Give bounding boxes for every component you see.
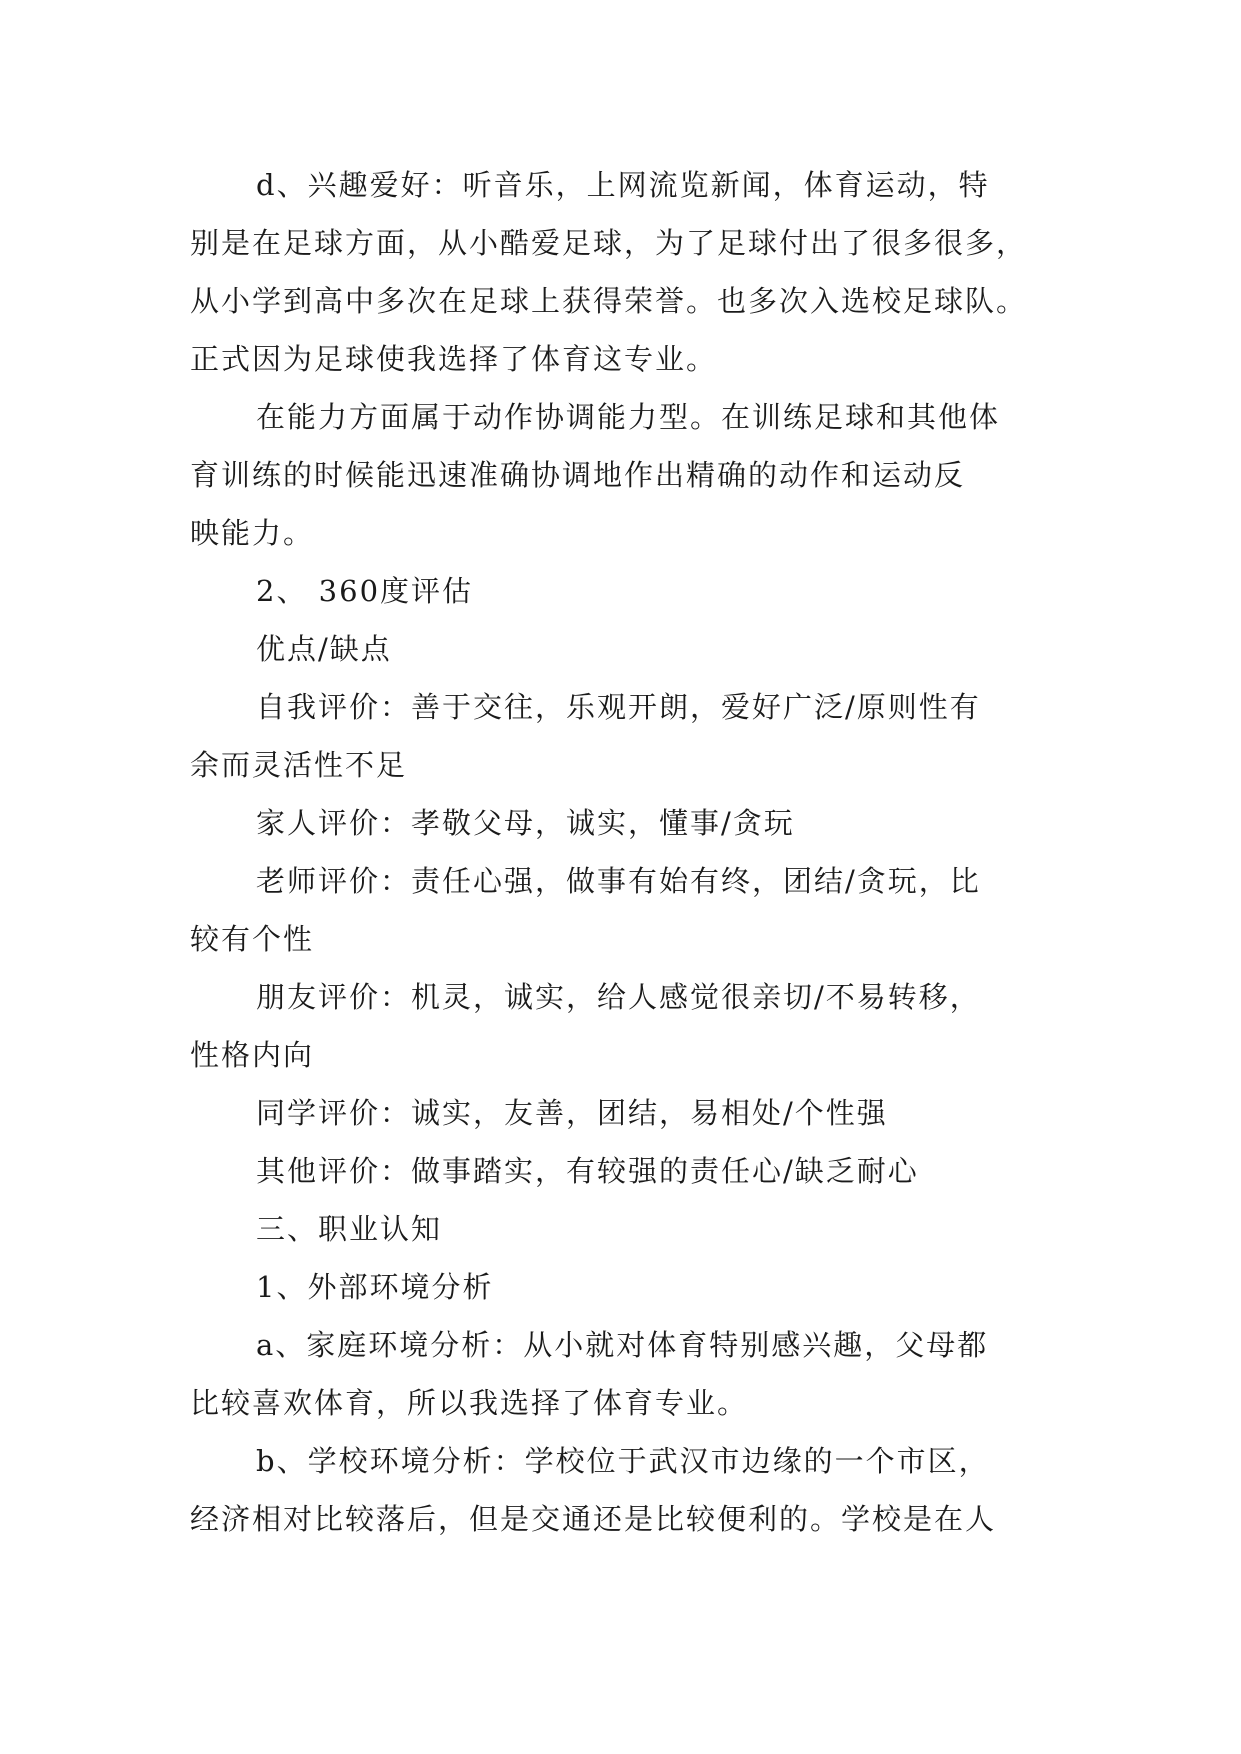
paragraph-line: 映能力。 [190, 516, 315, 550]
paragraph-line: a、家庭环境分析：从小就对体育特别感兴趣，父母都 [256, 1328, 989, 1362]
section-heading: 1、外部环境分析 [256, 1270, 494, 1304]
section-heading: 2、 360度评估 [256, 574, 474, 608]
document-body [190, 156, 1080, 1548]
paragraph-line: 自我评价：善于交往，乐观开朗，爱好广泛/原则性有 [256, 690, 981, 724]
paragraph-line: 育训练的时候能迅速准确协调地作出精确的动作和运动反 [190, 458, 966, 492]
paragraph-line: 同学评价：诚实，友善，团结，易相处/个性强 [256, 1096, 888, 1130]
paragraph-line: 朋友评价：机灵，诚实，给人感觉很亲切/不易转移， [256, 980, 981, 1014]
paragraph-line: 较有个性 [190, 922, 315, 956]
paragraph-line: 在能力方面属于动作协调能力型。在训练足球和其他体 [256, 400, 1001, 434]
paragraph-line: 老师评价：责任心强，做事有始有终，团结/贪玩，比 [256, 864, 981, 898]
paragraph-line: 别是在足球方面，从小酷爱足球，为了足球付出了很多很多， [190, 226, 1028, 260]
paragraph-line: 性格内向 [190, 1038, 315, 1072]
paragraph-line: 余而灵活性不足 [190, 748, 408, 782]
paragraph-line: d、兴趣爱好：听音乐，上网流览新闻，体育运动，特 [256, 168, 990, 202]
paragraph-line: 家人评价：孝敬父母，诚实，懂事/贪玩 [256, 806, 795, 840]
paragraph-line: 优点/缺点 [256, 632, 392, 666]
paragraph-line: 从小学到高中多次在足球上获得荣誉。也多次入选校足球队。 [190, 284, 1028, 318]
paragraph-line: 经济相对比较落后，但是交通还是比较便利的。学校是在人 [190, 1502, 997, 1536]
paragraph-line: 比较喜欢体育，所以我选择了体育专业。 [190, 1386, 749, 1420]
paragraph-line: 正式因为足球使我选择了体育这专业。 [190, 342, 718, 376]
paragraph-line: b、学校环境分析：学校位于武汉市边缘的一个市区， [256, 1444, 990, 1478]
section-heading: 三、职业认知 [256, 1212, 443, 1246]
paragraph-line: 其他评价：做事踏实，有较强的责任心/缺乏耐心 [256, 1154, 919, 1188]
